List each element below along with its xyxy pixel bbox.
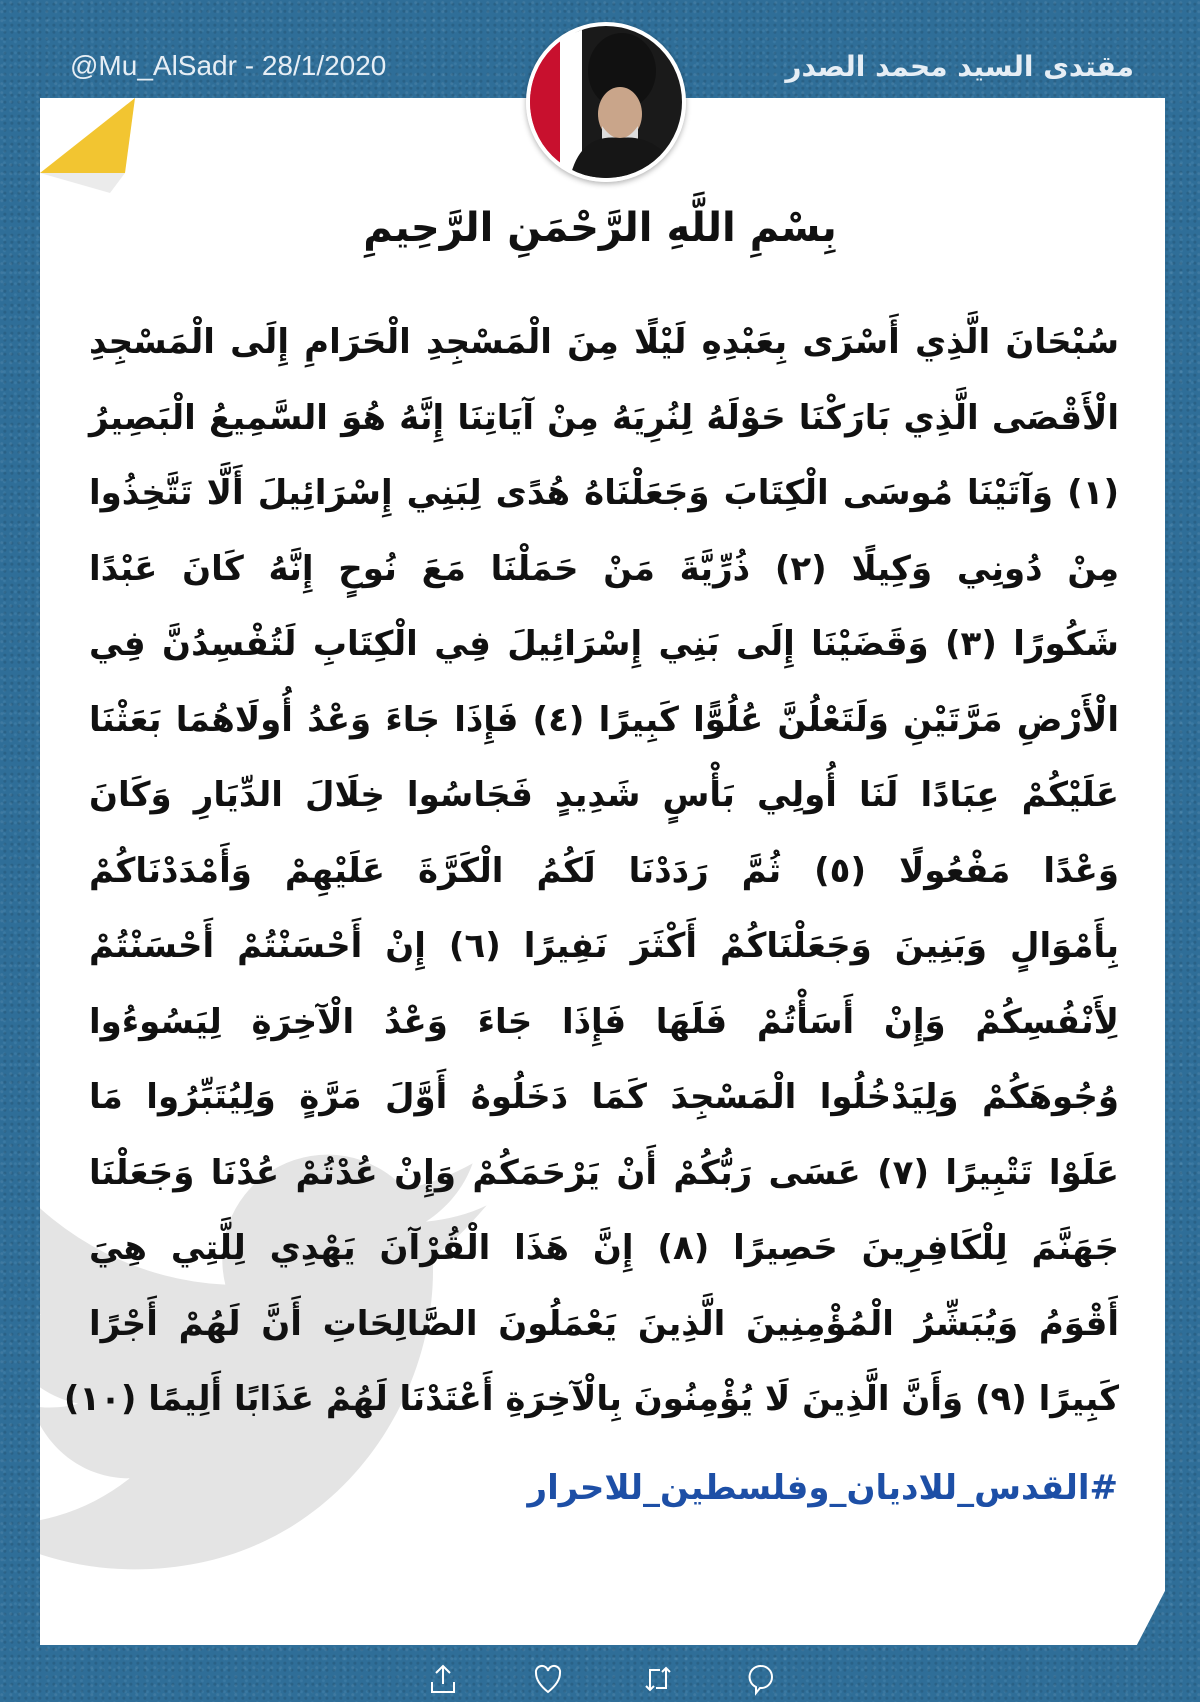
verse-line: بِأَمْوَالٍ وَبَنِينَ وَجَعَلْنَاكُمْ أَكْثَرَ نَفِيرًا (٦) إِنْ أَحْسَنْتُمْ أَحْسَنْتُمْ [89, 926, 1119, 966]
verse-line: شَكُورًا (٣) وَقَضَيْنَا إِلَى بَنِي إِسْرَائِيلَ فِي الْكِتَابِ لَتُفْسِدُنَّ فِي [89, 624, 1119, 664]
verse-line: كَبِيرًا (٩) وَأَنَّ الَّذِينَ لَا يُؤْمِنُونَ بِالْآخِرَةِ أَعْتَدْنَا لَهُمْ عَذَابًا أَلِيمًا (١٠) [63, 1379, 1119, 1419]
tweet-actions [0, 1662, 1200, 1702]
basmala-heading: بِسْمِ اللَّهِ الرَّحْمَنِ الرَّحِيمِ [363, 205, 837, 251]
folded-corner-decoration [40, 98, 140, 198]
verse-line: عَلَيْكُمْ عِبَادًا لَنَا أُولِي بَأْسٍ شَدِيدٍ فَجَاسُوا خِلَالَ الدِّيَارِ وَكَانَ [89, 775, 1119, 815]
verse-line: أَقْوَمُ وَيُبَشِّرُ الْمُؤْمِنِينَ الَّذِينَ يَعْمَلُونَ الصَّالِحَاتِ أَنَّ لَهُمْ أَجْرًا [89, 1303, 1119, 1344]
like-icon[interactable] [533, 1662, 563, 1696]
tweet-text [63, 305, 1120, 1438]
retweet-icon[interactable] [643, 1662, 673, 1696]
author-handle-date[interactable]: @Mu_AlSadr - 28/1/2020 [70, 50, 387, 81]
verse-line: لِأَنْفُسِكُمْ وَإِنْ أَسَأْتُمْ فَلَهَا فَإِذَا جَاءَ وَعْدُ الْآخِرَةِ لِيَسُوءُوا [89, 1001, 1119, 1042]
verse-line: عَلَوْا تَتْبِيرًا (٧) عَسَى رَبُّكُمْ أَنْ يَرْحَمَكُمْ وَإِنْ عُدْتُمْ عُدْنَا وَجَعَلْنَا [89, 1152, 1119, 1193]
reply-icon[interactable] [746, 1662, 776, 1696]
verse-line: الْأَرْضِ مَرَّتَيْنِ وَلَتَعْلُنَّ عُلُوًّا كَبِيرًا (٤) فَإِذَا جَاءَ وَعْدُ أُولَاهُمَا بَعَثْنَا [89, 699, 1119, 740]
verse-line: الْأَقْصَى الَّذِي بَارَكْنَا حَوْلَهُ لِنُرِيَهُ مِنْ آيَاتِنَا إِنَّهُ هُوَ السَّمِيعُ الْبَصِيرُ [89, 397, 1119, 438]
verse-line: (١) وَآتَيْنَا مُوسَى الْكِتَابَ وَجَعَلْنَاهُ هُدًى لِبَنِي إِسْرَائِيلَ أَلَّا تَتَّخِذُوا [89, 473, 1119, 513]
verse-line: وُجُوهَكُمْ وَلِيَدْخُلُوا الْمَسْجِدَ كَمَا دَخَلُوهُ أَوَّلَ مَرَّةٍ وَلِيُتَبِّرُوا مَا [89, 1077, 1119, 1117]
avatar[interactable] [526, 22, 686, 182]
verse-line: مِنْ دُونِي وَكِيلًا (٢) ذُرِّيَّةَ مَنْ حَمَلْنَا مَعَ نُوحٍ إِنَّهُ كَانَ عَبْدًا [89, 548, 1119, 589]
verse-line: وَعْدًا مَفْعُولًا (٥) ثُمَّ رَدَدْنَا لَكُمُ الْكَرَّةَ عَلَيْهِمْ وَأَمْدَدْنَاكُمْ [89, 850, 1120, 891]
verse-line: جَهَنَّمَ لِلْكَافِرِينَ حَصِيرًا (٨) إِنَّ هَذَا الْقُرْآنَ يَهْدِي لِلَّتِي هِيَ [89, 1228, 1119, 1268]
author-name[interactable]: مقتدى السيد محمد الصدر [785, 50, 1134, 83]
verse-line: سُبْحَانَ الَّذِي أَسْرَى بِعَبْدِهِ لَيْلًا مِنَ الْمَسْجِدِ الْحَرَامِ إِلَى الْمَسْجِدِ [89, 322, 1119, 362]
hashtag-link[interactable]: #القدس_للاديان_وفلسطين_للاحرار [527, 1468, 1118, 1508]
avatar-portrait-icon [530, 26, 682, 178]
share-icon[interactable] [428, 1662, 458, 1696]
